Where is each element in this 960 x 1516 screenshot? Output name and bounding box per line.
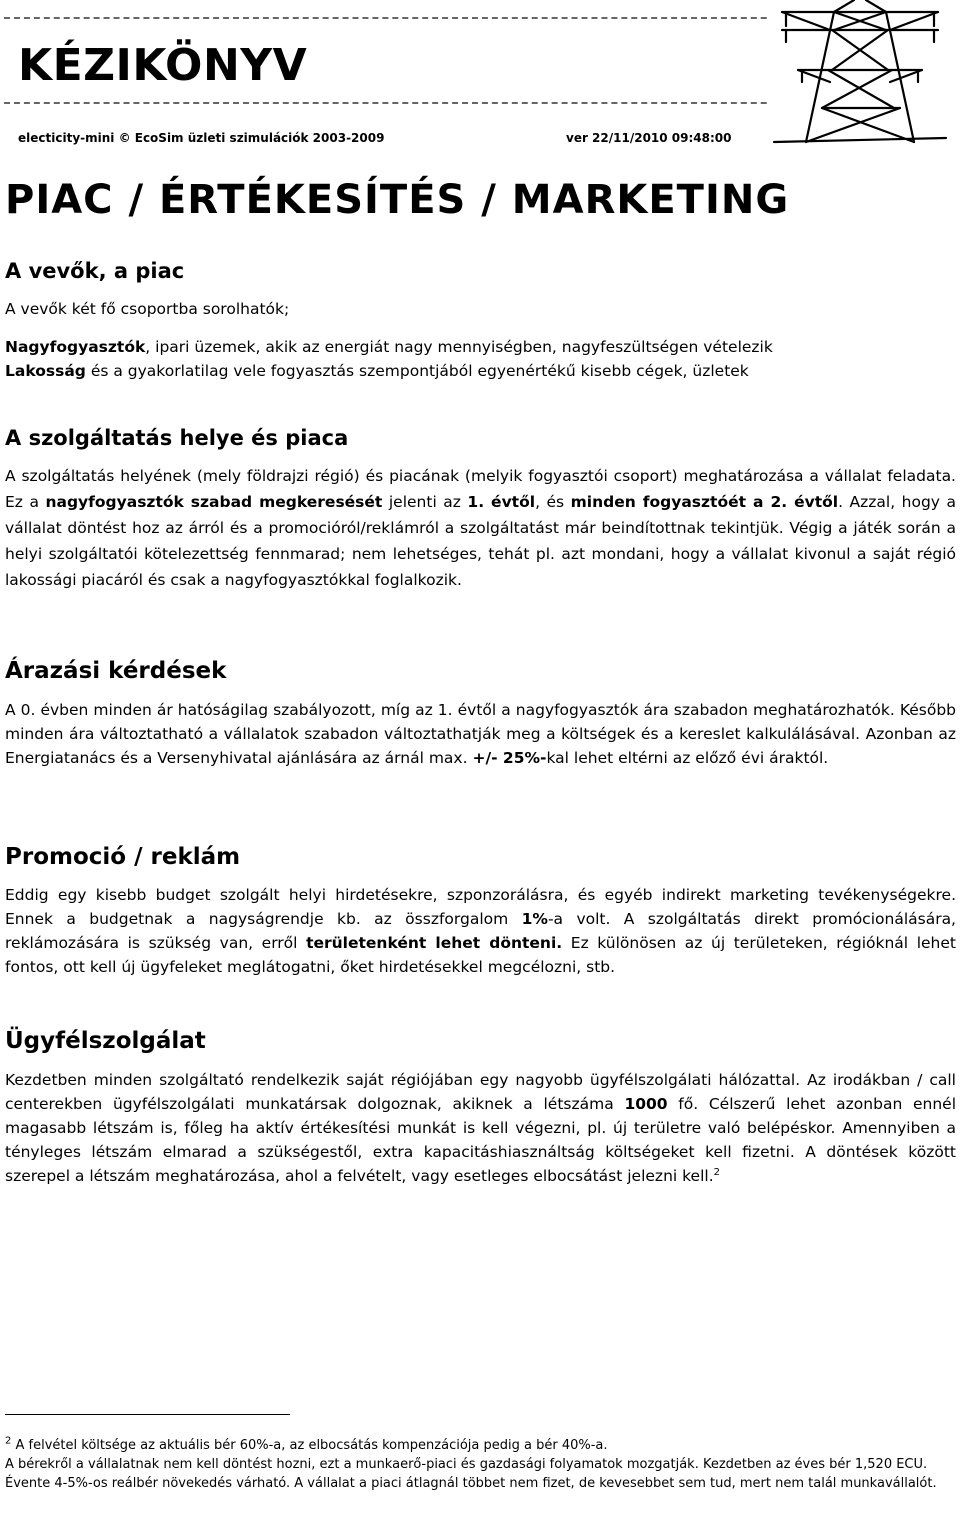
customer-group-residential: [5, 359, 749, 383]
footnote-line: A bérekről a vállalatnak nem kell döntést hozni, ezt a munkaerő-piaci és gazdasági folyamatok mozgatják. Kezdetben az éves bér 1,520 ECU. Évente 4-5%-os reálbér növekedés várható. A vállalat a piaci átlagnál többet nem fizet, de kevesebbet sem tud, mert nem talál munkavállalót.: [5, 1457, 937, 1491]
text-run: Ez különösen az új területeken, régióknál lehet fontos, ott kell új ügyfeleket meglátogatni, őket hirdetésekkel megcélozni, stb.: [5, 934, 956, 976]
power-pylon-icon: [770, 0, 950, 150]
text-run: -a volt. A szolgáltatás direkt promócionálására, reklámozására is szükség van, erről: [5, 910, 956, 952]
bold-run: +/- 25%-: [472, 749, 547, 767]
section-main-title: PIAC / ÉRTÉKESÍTÉS / MARKETING: [5, 177, 790, 223]
customer-group-large-desc: , ipari üzemek, akik az energiát nagy mennyiségben, nagyfeszültségen vételezik: [145, 338, 773, 356]
text-run: jelenti az: [382, 493, 468, 511]
promotion-paragraph: [5, 883, 956, 979]
customer-group-residential-term: Lakosság: [5, 362, 86, 380]
heading-pricing: Árazási kérdések: [5, 658, 227, 684]
bold-run: 1%: [521, 910, 548, 928]
customer-service-paragraph: [5, 1068, 956, 1188]
customer-group-large: [5, 335, 773, 359]
text-run: Kezdetben minden szolgáltató rendelkezik saját régiójában egy nagyobb ügyfélszolgálati hálózattal. Az irodákban / call centerekben ügyfélszolgálati munkatársak dolgoznak, akiknek a létszáma: [5, 1071, 956, 1113]
bold-run: területenként lehet dönteni.: [306, 934, 563, 952]
text-run: A szolgáltatás helyének (mely földrajzi régió) és piacának (melyik fogyasztói csoport) meghatározása a vállalat feladata. Ez a: [5, 467, 956, 511]
bold-run: 1. évtől: [467, 493, 536, 511]
footnote-text: [5, 1436, 955, 1493]
text-run: A 0. évben minden ár hatóságilag szabályozott, míg az 1. évtől a nagyfogyasztók ára szabadon meghatározhatók. Később minden ára változtatható a vállalatok szabadon változtathatják meg a költségek és a kereslet kalkulálásával. Azonban az Energiatanács és a Versenyhivatal ajánlására az árnál max.: [5, 701, 956, 767]
text-run: Eddig egy kisebb budget szolgált helyi hirdetésekre, szponzorálásra, és egyéb indirekt marketing tevékenységekre. Ennek a budgetnak a nagyságrendje kb. az összforgalom: [5, 886, 956, 928]
heading-customer-service: Ügyfélszolgálat: [5, 1028, 206, 1054]
footnote-line: A felvétel költsége az aktuális bér 60%-a, az elbocsátás kompenzációja pedig a bér 40%-a.: [11, 1438, 608, 1453]
heading-service-area: A szolgáltatás helye és piaca: [5, 426, 349, 450]
pricing-paragraph: [5, 698, 956, 770]
bold-run: minden fogyasztóét a 2. évtől: [570, 493, 839, 511]
version-stamp: ver 22/11/2010 09:48:00: [566, 131, 732, 145]
text-run: . Azzal, hogy a vállalat döntést hoz az árról és a promocióról/reklámról a szolgáltatást már beindítottnak tekintjük. Végig a játék során a helyi szolgáltatói kötelezettség fennmarad; nem lehetséges, tehát pl. azt mondani, hogy a vállalat kivonul a saját régió lakossági piacáról és csak a nagyfogyasztókkal foglalkozik.: [5, 493, 956, 589]
text-run: , és: [535, 493, 571, 511]
heading-promotion: Promoció / reklám: [5, 844, 241, 870]
text-run: kal lehet eltérni az előző évi áraktól.: [546, 749, 829, 767]
bold-run: 1000: [624, 1095, 668, 1113]
footnote-number: 2: [5, 1435, 12, 1447]
footnote-separator: [5, 1414, 290, 1415]
customer-group-residential-desc: és a gyakorlatilag vele fogyasztás szempontjából egyenértékű kisebb cégek, üzletek: [85, 362, 749, 380]
customers-intro: A vevők két fő csoportba sorolhatók;: [5, 300, 290, 318]
copyright-line: electicity-mini © EcoSim üzleti szimulációk 2003-2009: [18, 131, 385, 145]
document-title: KÉZIKÖNYV: [18, 40, 308, 91]
heading-customers-market: A vevők, a piac: [5, 259, 185, 283]
bold-run: nagyfogyasztók szabad megkeresését: [45, 493, 383, 511]
customer-group-large-term: Nagyfogyasztók: [5, 338, 146, 356]
footnote-reference[interactable]: 2: [713, 1166, 721, 1178]
service-area-paragraph: [5, 463, 956, 593]
text-run: fő. Célszerű lehet azonban ennél magasabb létszám is, főleg ha aktív értékesítési munkát is kell végezni, pl. új területre való belépéskor. Amennyiben a tényleges létszám elmarad a szükségestől, extra kapacitáshiasználtság költségeket kell fizetni. A döntések között szerepel a létszám meghatározása, ahol a felvételt, vagy esetleges elbocsátást jelezni kell.: [5, 1095, 956, 1185]
